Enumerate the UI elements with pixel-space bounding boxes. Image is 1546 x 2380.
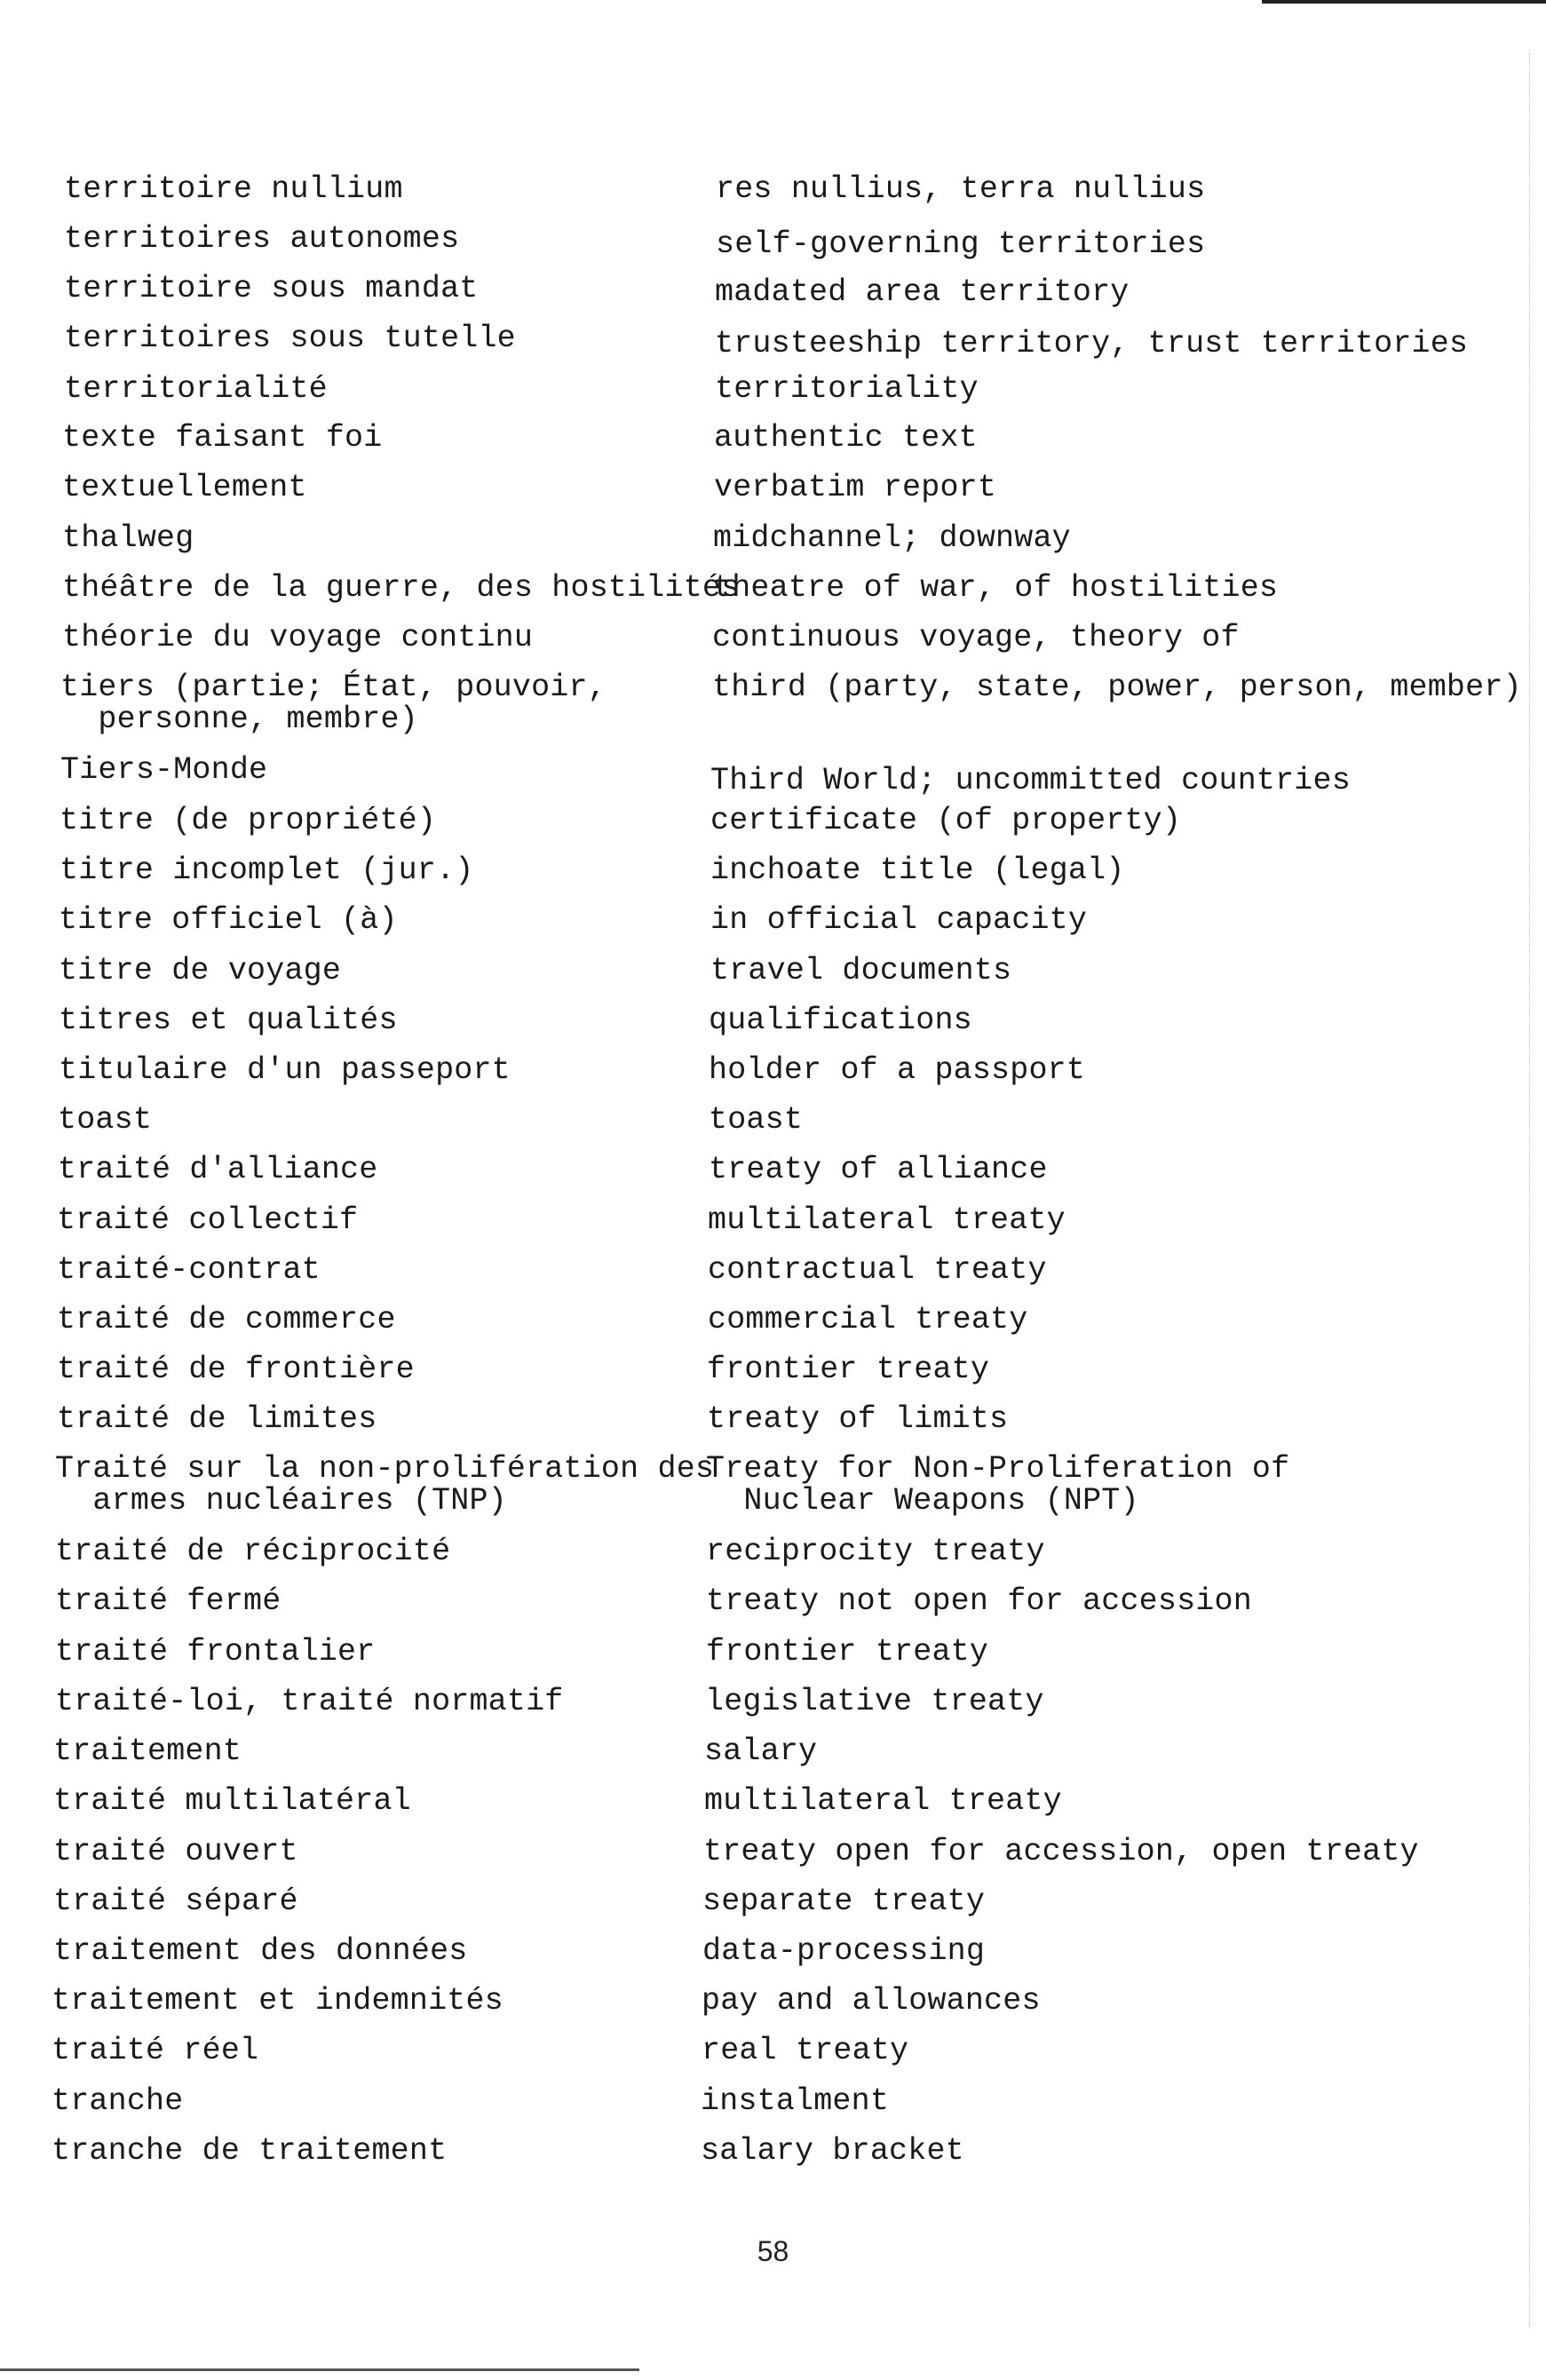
french-term: territoires autonomes: [64, 221, 460, 257]
french-term: traitement et indemnités: [52, 1983, 503, 2019]
english-term: trusteeship territory, trust territories: [715, 326, 1469, 361]
english-term: treaty open for accession, open treaty: [703, 1834, 1419, 1869]
english-term: commercial treaty: [708, 1302, 1028, 1337]
french-term: thalweg: [62, 520, 194, 556]
french-term: théorie du voyage continu: [62, 620, 534, 655]
glossary-entry: [0, 1785, 1546, 1835]
french-term: théâtre de la guerre, des hostilités: [62, 570, 741, 606]
french-term: traité de frontière: [57, 1352, 415, 1387]
scan-artifact-top: [1262, 0, 1546, 4]
french-term: tranche: [52, 2083, 184, 2119]
glossary-entry: [0, 1636, 1546, 1686]
french-term: texte faisant foi: [62, 420, 383, 456]
french-term: titre de voyage: [59, 953, 342, 988]
glossary-entry: [0, 955, 1546, 1004]
french-term: traité-contrat: [57, 1252, 321, 1288]
glossary-entry: [0, 622, 1546, 671]
french-term: tiers (partie; État, pouvoir, personne, membre): [60, 670, 607, 737]
french-term: Tiers-Monde: [60, 752, 268, 788]
glossary-entry: [0, 1403, 1546, 1453]
glossary-entry: [0, 904, 1546, 954]
french-term: tranche de traitement: [52, 2133, 448, 2169]
english-term: reciprocity treaty: [706, 1534, 1045, 1569]
english-term: self-governing territories: [716, 226, 1206, 262]
glossary-entry: [0, 754, 1546, 804]
french-term: traité séparé: [53, 1884, 298, 1919]
french-term: territorialité: [64, 371, 328, 407]
english-term: Third World; uncommitted countries: [710, 763, 1351, 798]
glossary-entry: [0, 1935, 1546, 1985]
french-term: territoire sous mandat: [64, 271, 479, 306]
french-term: traité réel: [52, 2033, 259, 2068]
english-term: salary: [704, 1733, 818, 1769]
french-term: toast: [58, 1102, 153, 1138]
english-term: res nullius, terra nullius: [716, 171, 1206, 207]
glossary-entry: [0, 472, 1546, 521]
english-term: contractual treaty: [708, 1252, 1047, 1288]
glossary-entry: [0, 572, 1546, 622]
french-term: territoire nullium: [64, 171, 403, 207]
english-term: separate treaty: [702, 1884, 986, 1919]
french-term: Traité sur la non-prolifération des armes nucléaires (TNP): [55, 1451, 715, 1519]
glossary-entry: [0, 223, 1546, 273]
french-term: traité-loi, traité normatif: [55, 1684, 564, 1719]
page-number: 58: [757, 2235, 789, 2267]
english-term: data-processing: [702, 1933, 986, 1969]
french-term: traité fermé: [55, 1583, 281, 1619]
english-term: pay and allowances: [702, 1983, 1041, 2019]
french-term: territoires sous tutelle: [64, 321, 516, 356]
glossary-entry: [0, 2035, 1546, 2084]
english-term: verbatim report: [714, 470, 997, 505]
english-term: in official capacity: [710, 902, 1088, 938]
glossary-entry: [0, 322, 1546, 372]
glossary-entry: [0, 1204, 1546, 1254]
glossary-entry: [0, 1254, 1546, 1304]
english-term: madated area territory: [715, 274, 1130, 310]
french-term: traitement des données: [53, 1933, 468, 1969]
french-term: titulaire d'un passeport: [59, 1052, 511, 1088]
french-term: traité de commerce: [57, 1302, 396, 1337]
glossary-entry: [0, 2135, 1546, 2185]
french-term: traité ouvert: [53, 1834, 298, 1869]
english-term: legislative treaty: [705, 1684, 1044, 1719]
english-term: Treaty for Non-Proliferation of Nuclear Weapons (NPT): [706, 1451, 1290, 1519]
glossary-entry: [0, 173, 1546, 223]
english-term: toast: [709, 1102, 804, 1138]
glossary-entry: [0, 1535, 1546, 1585]
english-term: travel documents: [710, 953, 1012, 988]
english-term: third (party, state, power, person, member): [712, 670, 1522, 705]
glossary-entry: [0, 273, 1546, 322]
english-term: qualifications: [709, 1003, 972, 1038]
glossary-entry: [0, 522, 1546, 572]
glossary-entry: [0, 1985, 1546, 2035]
glossary-entry: [0, 1686, 1546, 1735]
english-term: midchannel; downway: [713, 520, 1071, 556]
english-term: treaty not open for accession: [706, 1583, 1252, 1619]
glossary-entry: [0, 1304, 1546, 1353]
scan-artifact-bottom: [0, 2368, 639, 2371]
english-term: multilateral treaty: [708, 1202, 1066, 1238]
glossary-entry: [0, 1836, 1546, 1885]
glossary-entry: [0, 422, 1546, 472]
english-term: territoriality: [715, 371, 979, 407]
french-term: traité frontalier: [55, 1634, 376, 1670]
french-term: traité de réciprocité: [55, 1534, 451, 1569]
english-term: real treaty: [702, 2033, 909, 2068]
english-term: authentic text: [714, 420, 978, 456]
english-term: salary bracket: [701, 2133, 964, 2169]
french-term: traité multilatéral: [53, 1783, 411, 1819]
english-term: frontier treaty: [707, 1352, 990, 1387]
french-term: traité de limites: [57, 1401, 377, 1437]
english-term: instalment: [701, 2083, 890, 2119]
glossary-entry: [0, 2085, 1546, 2135]
glossary-entry: [0, 1004, 1546, 1054]
glossary-entry: [0, 670, 1546, 737]
glossary-entry: [0, 373, 1546, 423]
english-term: certificate (of property): [710, 803, 1182, 838]
french-term: traité d'alliance: [58, 1152, 378, 1187]
glossary-entry: [0, 1054, 1546, 1104]
glossary-entry: [0, 1885, 1546, 1935]
french-term: titre incomplet (jur.): [59, 853, 474, 888]
french-term: titre officiel (à): [59, 902, 398, 938]
french-term: textuellement: [62, 470, 307, 505]
french-term: titre (de propriété): [59, 803, 437, 838]
english-term: continuous voyage, theory of: [712, 620, 1240, 655]
glossary-entry: [0, 854, 1546, 904]
french-term: titres et qualités: [59, 1003, 398, 1038]
glossary-entry: [0, 805, 1546, 854]
french-term: traitement: [53, 1733, 242, 1769]
english-term: treaty of alliance: [709, 1152, 1048, 1187]
glossary-entry: [0, 1154, 1546, 1203]
english-term: treaty of limits: [707, 1401, 1009, 1437]
glossary-entry: [0, 1451, 1546, 1519]
glossary-entry: [0, 1735, 1546, 1785]
english-term: frontier treaty: [706, 1634, 989, 1670]
glossary-entry: [0, 1585, 1546, 1635]
glossary-entry: [0, 1353, 1546, 1403]
glossary-entry: [0, 1104, 1546, 1154]
french-term: traité collectif: [57, 1202, 359, 1238]
english-term: multilateral treaty: [704, 1783, 1062, 1819]
english-term: holder of a passport: [709, 1052, 1086, 1088]
english-term: inchoate title (legal): [710, 853, 1125, 888]
english-term: theatre of war, of hostilities: [713, 570, 1279, 606]
